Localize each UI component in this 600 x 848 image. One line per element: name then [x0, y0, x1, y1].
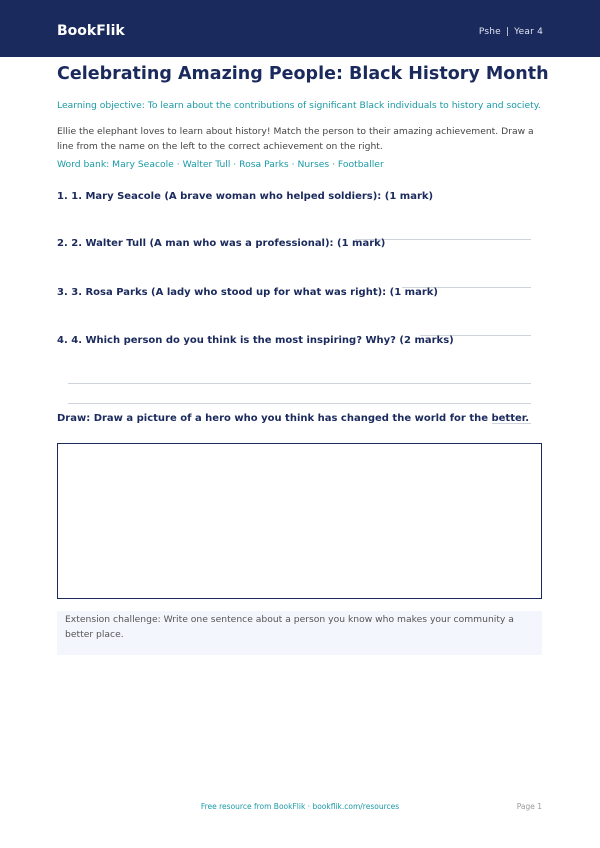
year-label: Year 4: [514, 27, 543, 37]
learning-objective: Learning objective: To learn about the contributions of significant Black individuals to history and society.: [57, 100, 541, 111]
header-meta: [479, 27, 543, 37]
footer-resource: Free resource from BookFlik · bookflik.com/resources: [200, 802, 400, 811]
draw-prompt: Draw: Draw a picture of a hero who you think has changed the world for the better.: [57, 413, 530, 424]
worksheet-title: Celebrating Amazing People: Black History Month: [57, 64, 549, 84]
drawing-box[interactable]: [57, 443, 542, 599]
meta-separator: |: [505, 27, 510, 37]
question-4: 4. 4. Which person do you think is the most inspiring? Why? (2 marks): [57, 335, 454, 346]
brand-logo: BookFlik: [57, 23, 125, 39]
answer-line-6[interactable]: [68, 403, 531, 404]
page-header: [0, 0, 600, 57]
intro-text: Ellie the elephant loves to learn about history! Match the person to their amazing achievement. Draw a line from the name on the left to the correct achievement on the right.: [57, 126, 534, 152]
extension-challenge: [57, 611, 542, 655]
extension-text: Extension challenge: Write one sentence about a person you know who makes your community a better place.: [65, 614, 514, 640]
question-1: 1. 1. Mary Seacole (A brave woman who helped soldiers): (1 mark): [57, 191, 434, 202]
subject-label: Pshe: [478, 27, 501, 37]
question-2: 2. 2. Walter Tull (A man who was a professional): (1 mark): [57, 238, 386, 249]
question-3: 3. 3. Rosa Parks (A lady who stood up for what was right): (1 mark): [57, 287, 438, 298]
word-bank: Word bank: Mary Seacole · Walter Tull · Rosa Parks · Nurses · Footballer: [57, 159, 384, 170]
page-number: Page 1: [516, 802, 542, 811]
answer-line-5[interactable]: [68, 383, 531, 384]
